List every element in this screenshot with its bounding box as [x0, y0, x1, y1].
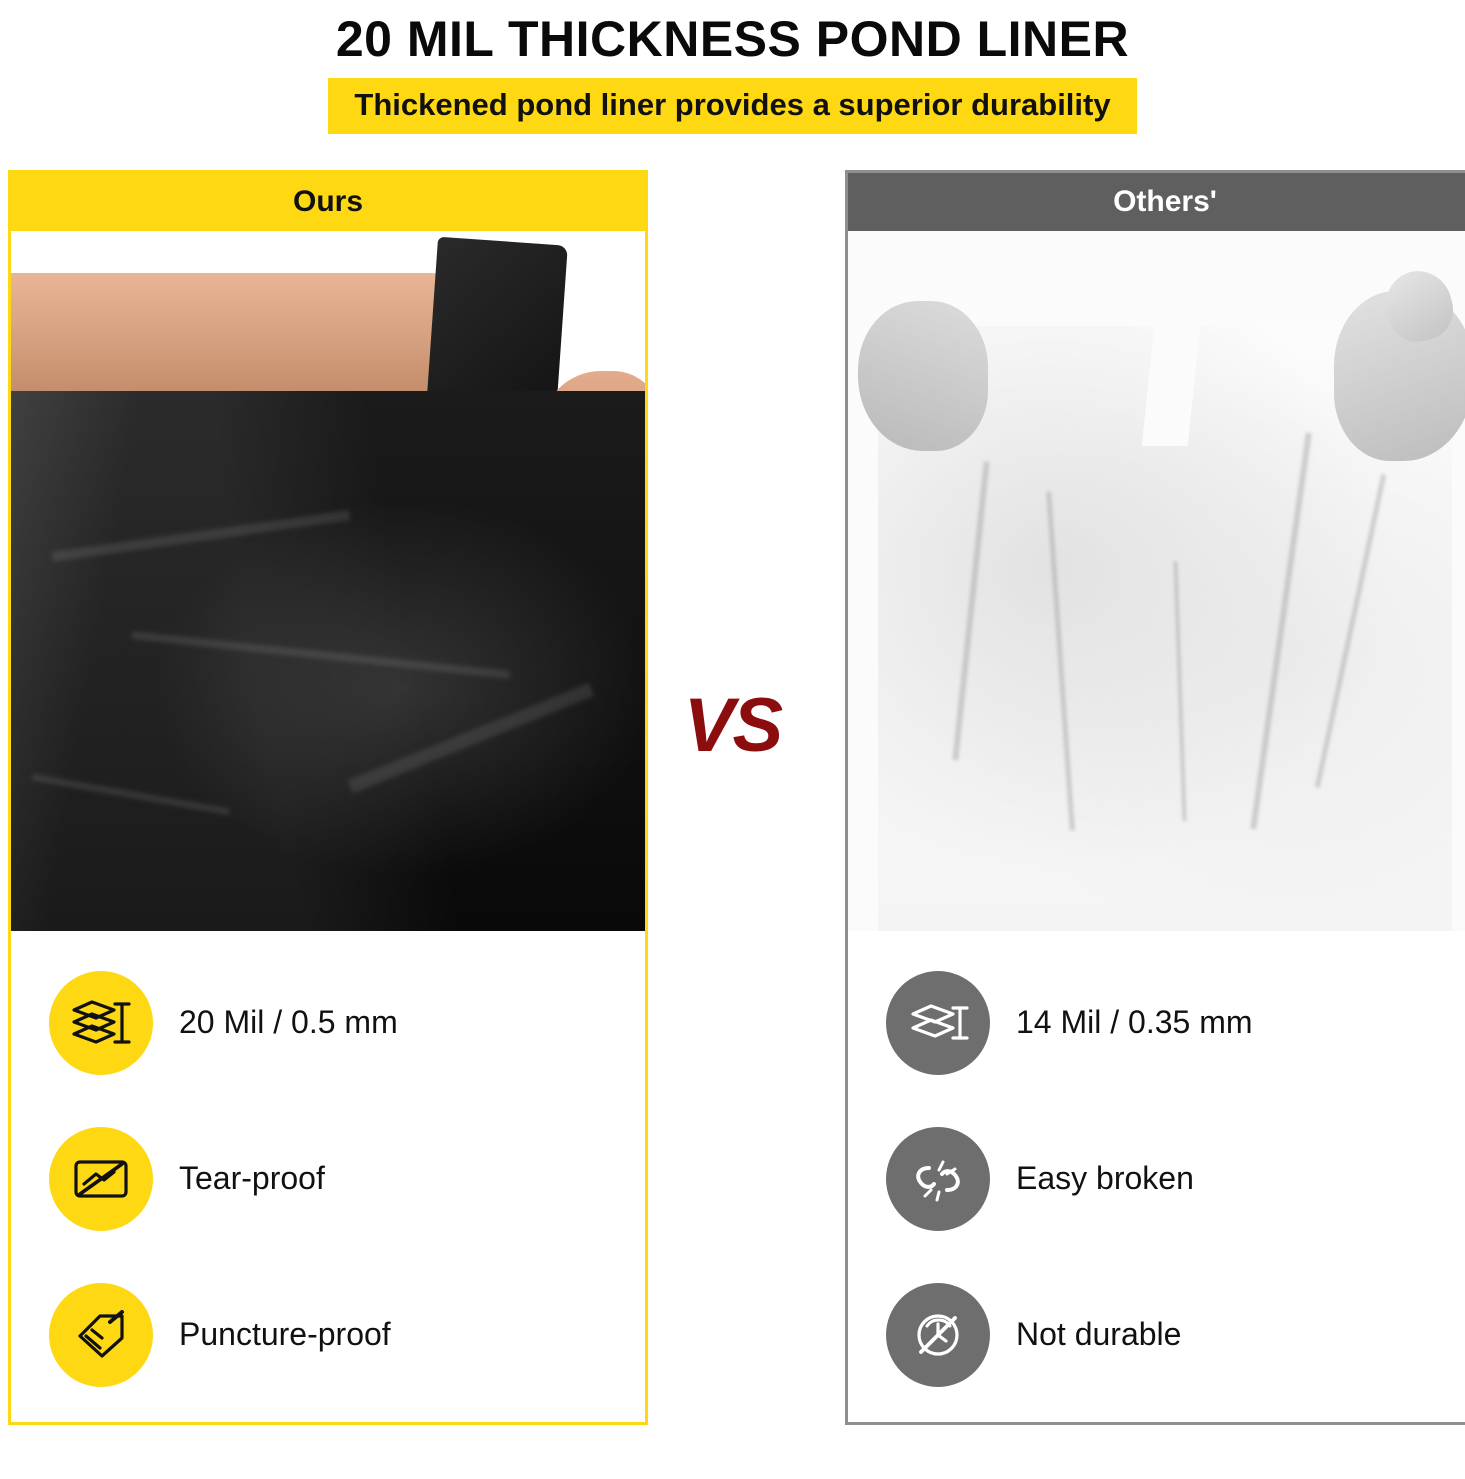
tear-proof-icon: [49, 1127, 153, 1231]
page-title: 20 MIL THICKNESS POND LINER: [335, 11, 1130, 67]
puncture-proof-icon: [49, 1283, 153, 1387]
header: [0, 0, 1465, 134]
feature-label: 20 Mil / 0.5 mm: [179, 1004, 398, 1041]
feature-label: Not durable: [1016, 1316, 1182, 1353]
feature-label: Puncture-proof: [179, 1316, 391, 1353]
comparison-section: [0, 170, 1465, 1410]
feature-label: 14 Mil / 0.35 mm: [1016, 1004, 1253, 1041]
page-subtitle: Thickened pond liner provides a superior durability: [328, 78, 1136, 134]
panel-ours-heading: Ours: [11, 173, 645, 231]
feature-label: Tear-proof: [179, 1160, 325, 1197]
subtitle-container: [0, 78, 1465, 134]
panel-others-features: [848, 931, 1465, 1387]
panel-ours-features: [11, 931, 645, 1387]
panel-others-heading: Others': [848, 173, 1465, 231]
feature-item: [49, 1283, 645, 1387]
panel-ours-image: [11, 231, 645, 931]
panel-ours: [8, 170, 648, 1425]
feature-item: [886, 971, 1465, 1075]
layers-thickness-icon: [886, 971, 990, 1075]
feature-label: Easy broken: [1016, 1160, 1194, 1197]
feature-item: [49, 1127, 645, 1231]
feature-item: [49, 971, 645, 1075]
not-durable-icon: [886, 1283, 990, 1387]
layers-thickness-icon: [49, 971, 153, 1075]
panel-others: [845, 170, 1465, 1425]
feature-item: [886, 1127, 1465, 1231]
panel-others-image: [848, 231, 1465, 931]
feature-item: [886, 1283, 1465, 1387]
vs-label: VS: [683, 682, 782, 768]
broken-chain-icon: [886, 1127, 990, 1231]
